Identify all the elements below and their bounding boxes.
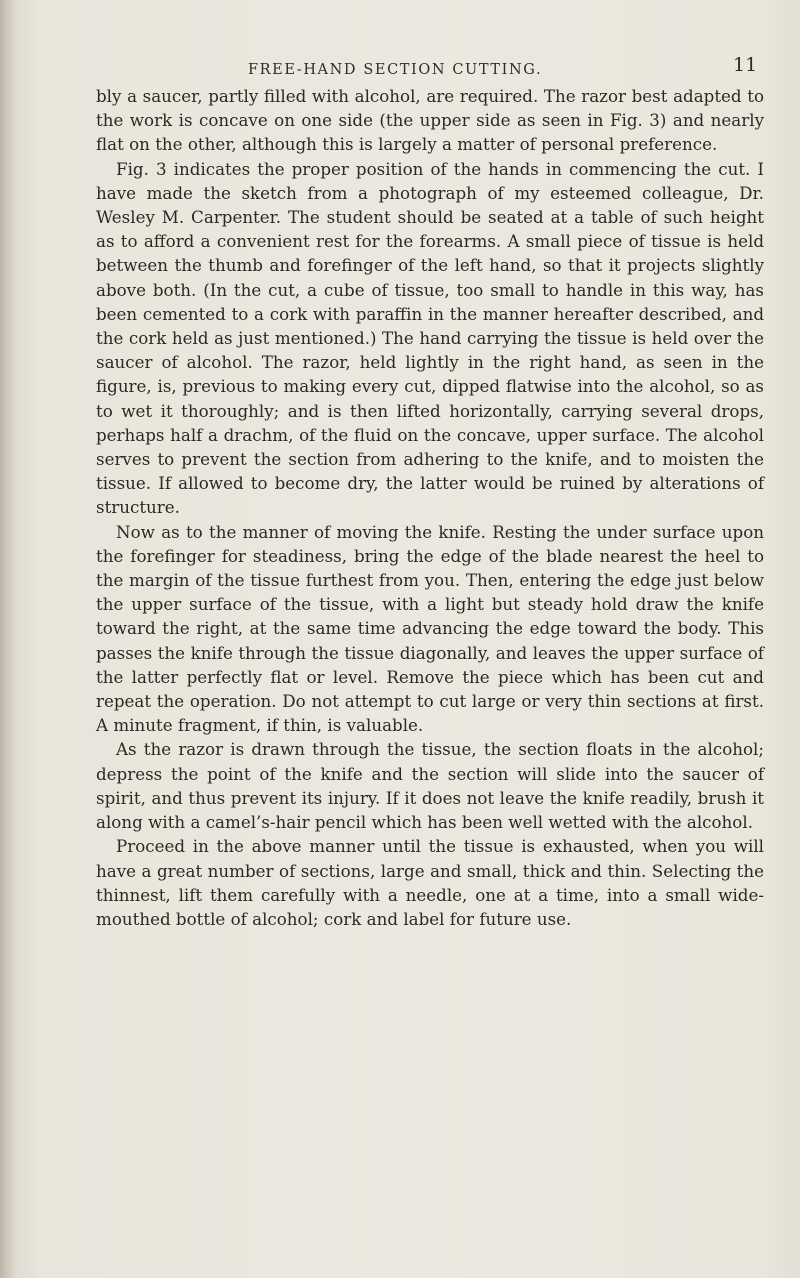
paragraph-moving-knife: Now as to the manner of moving the knife. Resting the under surface upon the forefinger for steadiness, bring the edge of the blade nearest the heel to the margin of the tissue furthest from you. Then, entering the edge just below the upper surface of the tissue, with a light but steady hold draw the knife toward the right, at the same time advancing the edge toward the body. This passes the knife through the tissue diagonally, and leaves the upper surface of the latter perfectly flat or level. Remove the piece which has been cut and repeat the operation. Do not attempt to cut large or very thin sections at first. A minute fragment, if thin, is valuable. [96, 521, 764, 736]
paragraph-hand-position: Fig. 3 indicates the proper position of the hands in commencing the cut. I have made the sketch from a photograph of my esteemed colleague, Dr. Wesley M. Carpenter. The student should be seated at a table of such height as to afford a convenient rest for the forearms. A small piece of tissue is held between the thumb and forefinger of the left hand, so that it projects slightly above both. (In the cut, a cube of tissue, too small to handle in this way, has been cemented to a cork with paraffin in the manner hereafter described, and the cork held as just mentioned.) The hand carrying the tissue is held over the saucer of alcohol. The razor, held lightly in the right hand, as seen in the figure, is, previous to making every cut, dipped flatwise into the alcohol, so as to wet it thoroughly; and is then lifted horizontally, carrying several drops, perhaps half a drachm, of the fluid on the concave, upper surface. The alcohol serves to prevent the section from adhering to the knife, and to moisten the tissue. If allowed to become dry, the latter would be ruined by alterations of structure. [96, 158, 764, 518]
page-number: 11 [733, 54, 758, 76]
page-header [0, 52, 800, 78]
paragraph-section-floats: As the razor is drawn through the tissue, the section floats in the alcohol; depress the point of the knife and the section will slide into the saucer of spirit, and thus prevent its injury. If it does not leave the knife readily, brush it along with a camel’s-hair pencil which has been well wetted with the alcohol. [96, 739, 764, 833]
running-title: FREE-HAND SECTION CUTTING. [248, 62, 543, 78]
paragraph-continued: bly a saucer, partly filled with alcohol, are required. The razor best adapted to the work is concave on one side (the upper side as seen in Fig. 3) and nearly flat on the other, although this is largely a matter of personal preference. [96, 86, 764, 155]
body-text [96, 84, 764, 931]
page-gutter-shadow [0, 0, 16, 1278]
paragraph-proceed: Proceed in the above manner until the tissue is exhausted, when you will have a great number of sections, large and small, thick and thin. Selecting the thinnest, lift them carefully with a needle, one at a time, into a small wide-mouthed bottle of alcohol; cork and label for future use. [96, 836, 764, 929]
